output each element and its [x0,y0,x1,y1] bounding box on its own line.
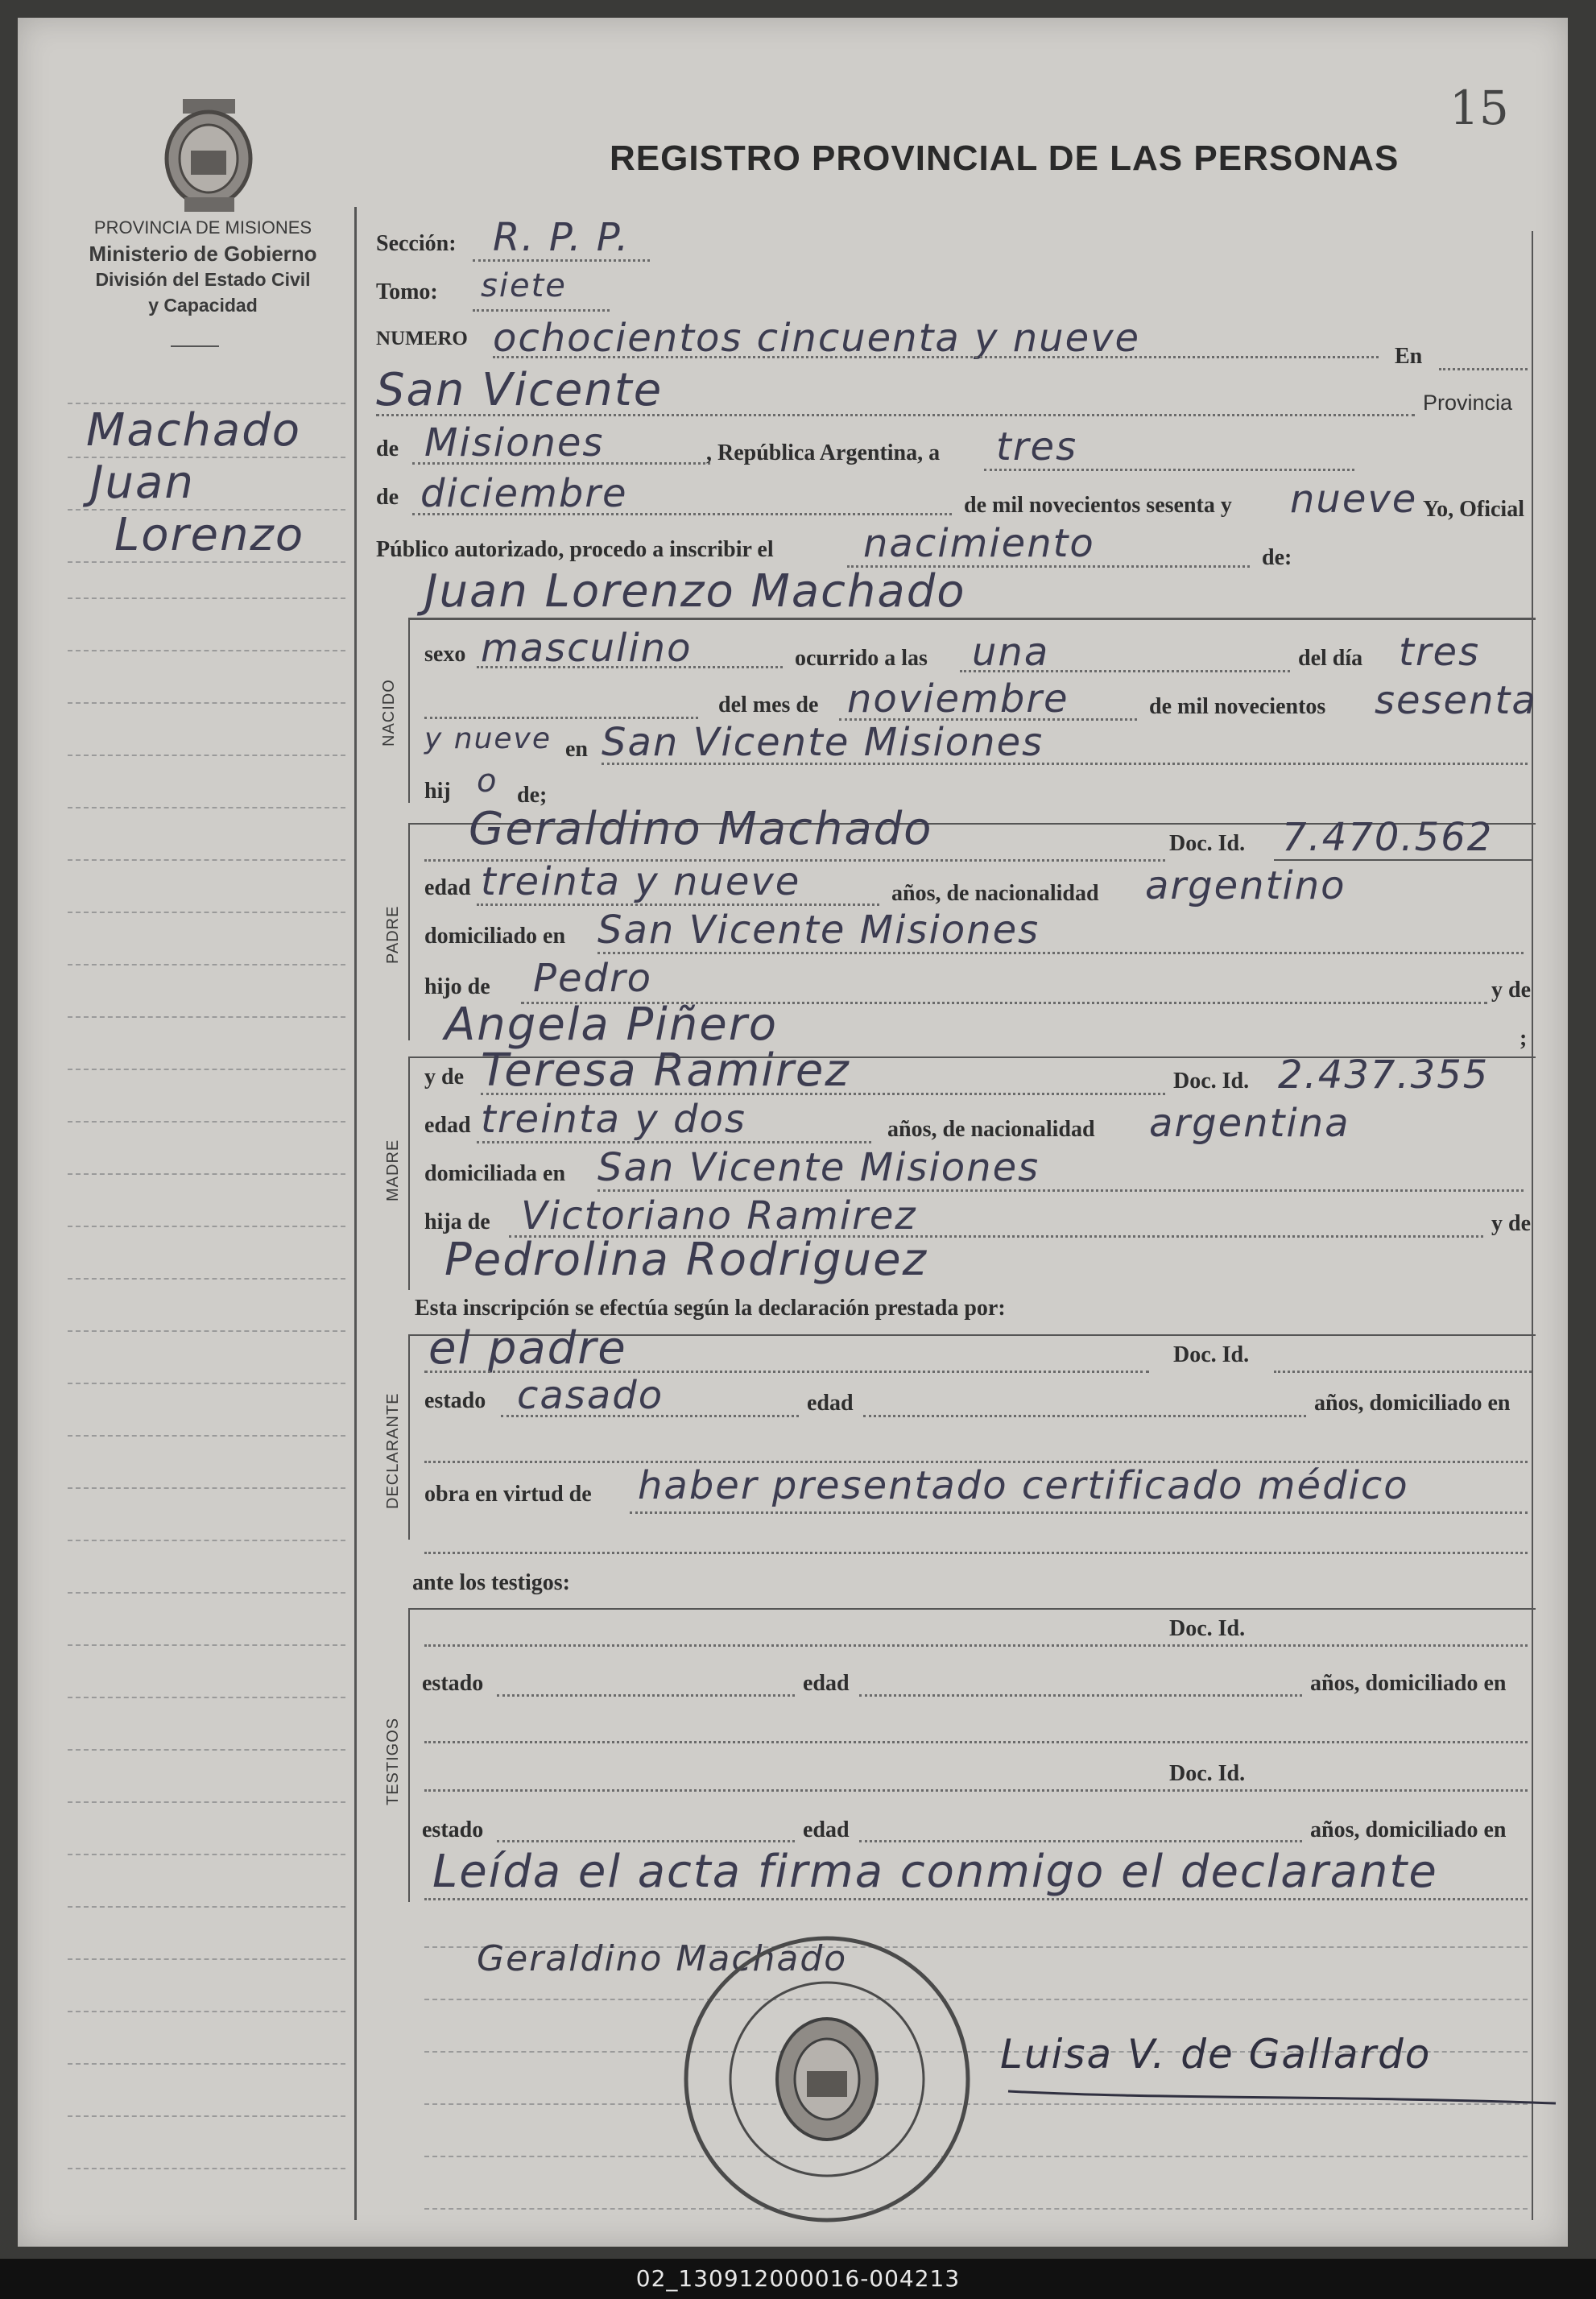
label-testigo2-anos-dom: años, domiciliado en [1310,1817,1507,1842]
field-localidad: San Vicente [376,364,664,416]
ministry-name: Ministerio de Gobierno [89,242,317,266]
archive-footer-id: 02_130912000016-004213 [0,2259,1596,2299]
signature-underline [1000,2067,1564,2115]
label-de: de [376,436,399,461]
label-madre-y-de: y de [1491,1211,1531,1236]
field-declarante-obra: haber presentado certificado médico [638,1463,1409,1508]
label-ante-testigos: ante los testigos: [412,1570,570,1595]
label-inscripcion: Esta inscripción se efectúa según la declaración prestada por: [415,1296,1006,1321]
label-ocurrido: ocurrido a las [795,646,928,671]
province-name: PROVINCIA DE MISIONES [93,217,312,238]
field-padre-doc: 7.470.562 [1282,815,1494,860]
label-madre-hija-de: hija de [424,1209,490,1234]
field-padre-y-de: Angela Piñero [444,999,779,1051]
closing-statement: Leída el acta firma conmigo el declarante [432,1846,1438,1898]
field-hij-suffix: o [477,763,498,800]
label-seccion: Sección: [376,231,457,256]
label-testigo2-doc: Doc. Id. [1169,1761,1246,1786]
label-testigo1-estado: estado [422,1671,484,1696]
field-padre-edad: treinta y nueve [481,859,801,904]
label-publico: Público autorizado, procedo a inscribir el [376,537,774,562]
field-lugar-nac: San Vicente Misiones [602,720,1044,765]
label-sexo: sexo [424,642,466,667]
page-number: 15 [1449,81,1509,135]
field-padre-nacionalidad: argentino [1145,863,1346,908]
label-padre-domicilio: domiciliado en [424,924,566,949]
label-y-de-madre: y de [424,1065,464,1090]
field-tomo: siete [481,267,567,304]
field-anio: nueve [1290,477,1418,522]
label-de-mil-nov: de mil novecientos [1149,694,1326,719]
label-declarante-edad: edad [807,1391,854,1416]
label-madre-doc: Doc. Id. [1173,1069,1250,1094]
label-padre-edad: edad [424,875,471,900]
field-anio-nac-2: y nueve [424,722,552,755]
provincial-crest-icon [159,94,259,223]
label-obra: obra en virtud de [424,1482,592,1507]
label-hij: hij [424,779,451,804]
field-madre-nombre: Teresa Ramirez [481,1044,850,1097]
side-label-nacido: NACIDO [380,679,398,746]
field-padre-hijo-de: Pedro [533,956,653,1001]
field-padre-domicilio: San Vicente Misiones [597,908,1040,953]
field-mes-nac: noviembre [847,676,1069,722]
label-del-dia: del día [1298,646,1363,671]
field-madre-edad: treinta y dos [481,1097,746,1142]
field-mes: diciembre [420,471,628,516]
label-declarante-anos-dom: años, domiciliado en [1314,1391,1511,1416]
label-de-mil: de mil novecientos sesenta y [964,493,1232,518]
register-title: REGISTRO PROVINCIAL DE LAS PERSONAS [610,139,1400,178]
signature-oficial: Luisa V. de Gallardo [1000,2031,1432,2078]
side-label-padre: PADRE [384,905,402,964]
ministry-header [46,215,360,318]
label-padre-hijo-de: hijo de [424,974,490,999]
field-seccion: R. P. P. [493,215,631,260]
register-page [18,18,1568,2247]
label-testigo2-estado: estado [422,1817,484,1842]
field-madre-nacionalidad: argentina [1149,1101,1350,1146]
field-dia: tres [996,424,1078,469]
side-label-madre: MADRE [384,1139,402,1201]
field-declarante-estado: casado [517,1373,664,1418]
label-numero: NUMERO [376,328,468,349]
label-tomo: Tomo: [376,279,438,304]
field-declarante-quien: el padre [428,1322,627,1375]
field-acto: nacimiento [863,521,1095,566]
label-de-2: de [376,485,399,510]
label-padre-nac: años, de nacionalidad [891,881,1099,906]
label-semicolon: ; [1520,1026,1528,1051]
field-madre-doc: 2.437.355 [1278,1052,1490,1098]
field-madre-domicilio: San Vicente Misiones [597,1145,1040,1190]
left-column-border [354,207,357,2220]
label-de-semicolon: de; [517,783,548,808]
label-de-colon: de: [1262,545,1292,570]
label-en: En [1395,344,1423,369]
label-yo-oficial: Yo, Oficial [1423,497,1524,522]
field-sexo: masculino [481,626,693,671]
margin-second-name: Lorenzo [114,509,305,561]
label-republica: , República Argentina, a [706,440,941,465]
label-provincia: Provincia [1423,391,1513,415]
official-seal-icon [674,1926,980,2232]
label-madre-domicilio: domiciliada en [424,1161,566,1186]
field-nombre: Juan Lorenzo Machado [424,565,966,618]
side-label-declarante: DECLARANTE [384,1392,402,1509]
side-label-testigos: TESTIGOS [384,1717,402,1805]
label-testigo1-edad: edad [803,1671,850,1696]
field-anio-nac-1: sesenta [1375,678,1537,723]
label-en-2: en [565,737,588,762]
signature-declarante: Geraldino Machado [477,1938,848,1979]
label-testigo1-anos-dom: años, domiciliado en [1310,1671,1507,1696]
field-hora: una [972,630,1050,675]
divider [171,345,219,347]
right-border [1532,231,1533,2220]
field-padre-nombre: Geraldino Machado [469,803,933,855]
label-madre-edad: edad [424,1113,471,1138]
label-padre-doc: Doc. Id. [1169,831,1246,856]
field-madre-y-de: Pedrolina Rodriguez [444,1234,928,1286]
label-del-mes: del mes de [718,693,819,717]
label-padre-y-de: y de [1491,978,1531,1003]
margin-first-name: Juan [90,457,195,509]
margin-surname: Machado [86,404,302,457]
label-testigo2-edad: edad [803,1817,850,1842]
label-testigo1-doc: Doc. Id. [1169,1616,1246,1641]
division-name: División del Estado Civil [95,269,311,290]
label-declarante-doc: Doc. Id. [1173,1342,1250,1367]
field-madre-hija-de: Victoriano Ramirez [521,1193,917,1238]
field-dia-nac: tres [1399,630,1481,675]
division-subname: y Capacidad [148,295,258,316]
field-numero: ochocientos cincuenta y nueve [493,316,1141,361]
label-declarante-estado: estado [424,1388,486,1413]
field-provincia: Misiones [424,420,605,465]
label-madre-nac: años, de nacionalidad [887,1117,1095,1142]
